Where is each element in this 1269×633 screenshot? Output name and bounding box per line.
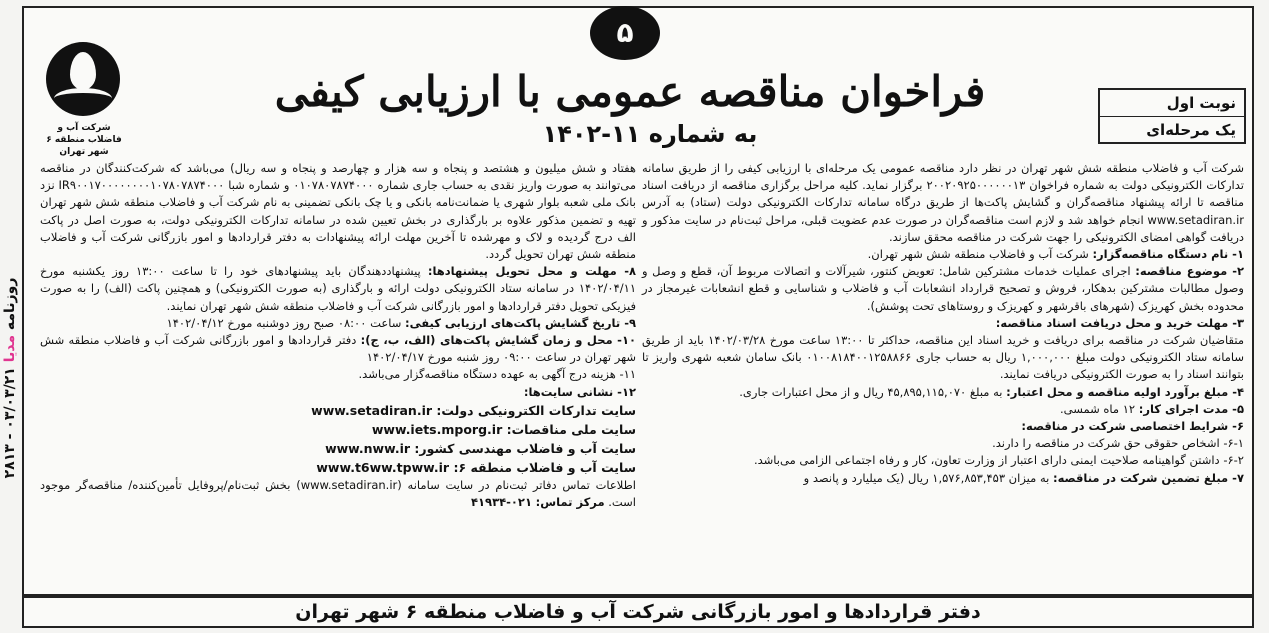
left-column: [40, 160, 636, 511]
site-line: سایت آب و فاضلاب مهندسی کشور: www.nww.ir: [325, 440, 636, 456]
paragraph: ۶-۲- داشتن گواهینامه صلاحیت ایمنی دارای اعتبار از وزارت تعاون، کار و رفاه اجتماعی الزامی می‌باشد.: [753, 453, 1244, 468]
right-column: [642, 160, 1244, 487]
paragraph: ۵- مدت اجرای کار: ۱۲ ماه شمسی.: [1059, 401, 1244, 416]
side-caption: [0, 210, 20, 540]
paragraph: ۲- موضوع مناقصه: اجرای عملیات خدمات مشترکین شامل: تعویض کنتور، شیرآلات و اتصالات مربوط آن، قطع و وصل و وصول مطالبات مشترکین بدهکار، فروش و تصحیح قرارداد انشعابات آب و فاضلاب و شناسایی و قطع انشعابات غیرمجاز در محدوده بخش کهریزک (شهرهای باقرشهر و کهریزک و روستاهای تحت پوشش).: [642, 264, 1245, 313]
paragraph: ۴- مبلغ برآورد اولیه مناقصه و محل اعتبار: به مبلغ ۴۵,۸۹۵,۱۱۵,۰۷۰ ریال و از محل اعتبارات جاری.: [739, 384, 1244, 399]
paragraph: متقاضیان شرکت در مناقصه برای دریافت و خرید اسناد این مناقصه، حداکثر تا ۱۳:۰۰ ساعت مورخ ۱۴۰۲/۰۳/۲۸ باید از طریق سامانه ستاد الکترونیکی دولت مبلغ ۱,۰۰۰,۰۰۰ ریال به حساب جاری ۰۱۰۰۸۱۸۴۰۰۱۲۵۸۸۶۶ بانک سامان شعبه شهری واریز تا بتوانند اسناد را به صورت الکترونیکی دریافت نمایند.: [642, 333, 1245, 382]
site-link[interactable]: www.setadiran.ir: [311, 402, 433, 418]
tender-number: به شماره ۱۱-۱۴۰۲: [542, 120, 758, 148]
paragraph: ۶-۱- اشخاص حقوقی حق شرکت در مناقصه را دارند.: [992, 436, 1244, 451]
site-line: سایت تدارکات الکترونیکی دولت: www.setadiran.ir: [311, 402, 636, 418]
paragraph: ۷- مبلغ تضمین شرکت در مناقصه: به میزان ۱,۵۷۶,۸۵۳,۴۵۳ ریال (یک میلیارد و پانصد و: [803, 470, 1244, 485]
site-link[interactable]: www.t6ww.tpww.ir: [316, 459, 450, 475]
site-line: سایت ملی مناقصات: www.iets.mporg.ir: [371, 421, 636, 437]
paragraph: ۶- شرایط اختصاصی شرکت در مناقصه:: [1021, 419, 1244, 434]
paragraph: هفتاد و شش میلیون و هشتصد و پنجاه و سه هزار و چهارصد و پنجاه و سه ریال) می‌باشد که شرکت‌کنندگان در مناقصه می‌توانند به صورت واریز نقدی به حساب جاری شماره ۰۱۰۷۸۰۷۸۷۴۰۰۰ و شماره شبا IR۹۰۰۱۷۰۰۰۰۰۰۰۰۱۰۷۸۰۷۸۷۴۰۰۰ نزد بانک ملی شعبه بلوار شهری یا ضمانت‌نامه بانکی و یا چک بانکی تضمینی به نام شرکت آب و فاضلاب منطقه شش شهر تهران تهیه و تضمین مذکور علاوه بر بارگذاری در بخش تعیین شده در سامانه تدارکات الکترونیکی دولت، به صورت اصل در پاکت الف درج گردیده و لاک و مهرشده تا آخرین مهلت ارائه پیشنهادات به دفتر قراردادها و امور بازرگانی شرکت آب و فاضلاب منطقه شش تهران تحویل گردد.: [40, 161, 636, 262]
side-label: روزنامه: [2, 277, 18, 331]
paragraph: ۱۱- هزینه درج آگهی به عهده دستگاه مناقصه‌گزار می‌باشد.: [358, 367, 636, 382]
paragraph: ۱- نام دستگاه مناقصه‌گزار: شرکت آب و فاضلاب منطقه شش شهر تهران.: [867, 247, 1244, 262]
paragraph: ۱۰- محل و زمان گشایش پاکت‌های (الف، ب، ج): دفتر قراردادها و امور بازرگانی شرکت آب و فاضلاب منطقه شش شهر تهران در ساعت ۰۹:۰۰ روز شنبه مورخ ۱۴۰۲/۰۴/۱۷: [40, 333, 636, 365]
side-date: ۰۳/۰۳/۲۱ - ۲۸۱۳: [2, 367, 18, 479]
stage-box: [1098, 88, 1246, 144]
paragraph: ۹- تاریخ گشایش پاکت‌های ارزیابی کیفی: ساعت ۰۸:۰۰ صبح روز دوشنبه مورخ ۱۴۰۲/۰۴/۱۲: [166, 315, 636, 330]
site-line: سایت آب و فاضلاب منطقه ۶: www.t6ww.tpww.ir: [316, 459, 636, 475]
site-link[interactable]: www.nww.ir: [325, 440, 411, 456]
footer-banner: دفتر قراردادها و امور بازرگانی شرکت آب و فاضلاب منطقه ۶ شهر تهران: [22, 596, 1254, 628]
contact-info: اطلاعات تماس دفاتر ثبت‌نام در سایت سامانه (www.setadiran.ir) بخش ثبت‌نام/پروفایل تأمین‌کننده/ مناقصه‌گر موجود است. مرکز تماس: ۰۲۱-۴۱۹۳۴: [40, 477, 636, 510]
page-title: فراخوان مناقصه عمومی با ارزیابی کیفی: [274, 67, 986, 116]
logo-wave-icon: [54, 88, 112, 109]
stage-round: نوبت اول: [1100, 90, 1244, 117]
paragraph: ۸- مهلت و محل تحویل پیشنهادها: پیشنهاددهندگان باید پیشنهادهای خود را تا ساعت ۱۳:۰۰ روز یکشنبه مورخ ۱۴۰۲/۰۴/۱۱ در سامانه ستاد الکترونیکی دولت ارائه و بارگذاری (به صورت الکترونیکی) و همچنین پاکت (الف) را به صورت فیزیکی تحویل دفتر قراردادها و امور بازرگانی شرکت آب و فاضلاب منطقه شش شهر تهران نمایند.: [40, 264, 636, 313]
paragraph: شرکت آب و فاضلاب منطقه شش شهر تهران در نظر دارد مناقصه عمومی یک مرحله‌ای با ارزیابی کیفی را از طریق سامانه تدارکات الکترونیکی دولت به شماره فراخوان ۲۰۰۲۰۹۲۵۰۰۰۰۰۰۱۳ برگزار نماید. کلیه مراحل برگزاری مناقصه از دریافت اسناد مناقصه تا ارائه پیشنهاد مناقصه‌گران و گشایش پاکت‌ها از طریق درگاه سامانه تدارکات الکترونیکی دولت (ستاد) به آدرس www.setadiran.ir انجام خواهد شد و لازم است مناقصه‌گران در صورت عدم عضویت قبلی، مراحل ثبت‌نام در سایت مذکور و دریافت گواهی امضای الکترونیکی را جهت شرکت در مناقصه محقق سازند.: [642, 161, 1244, 244]
paragraph: ۳- مهلت خرید و محل دریافت اسناد مناقصه:: [995, 315, 1244, 330]
site-link[interactable]: www.iets.mporg.ir: [371, 421, 503, 437]
water-drop-icon: [70, 52, 96, 90]
logo-label: شرکت آب و فاضلاب منطقه ۶ شهر تهران: [46, 123, 122, 157]
page-badge: ۵: [590, 6, 660, 60]
paragraph: ۱۲- نشانی سایت‌ها:: [523, 384, 636, 399]
newspaper-name: مدیا: [2, 334, 18, 363]
company-logo-icon: [46, 42, 120, 116]
stage-type: یک مرحله‌ای: [1146, 121, 1236, 139]
